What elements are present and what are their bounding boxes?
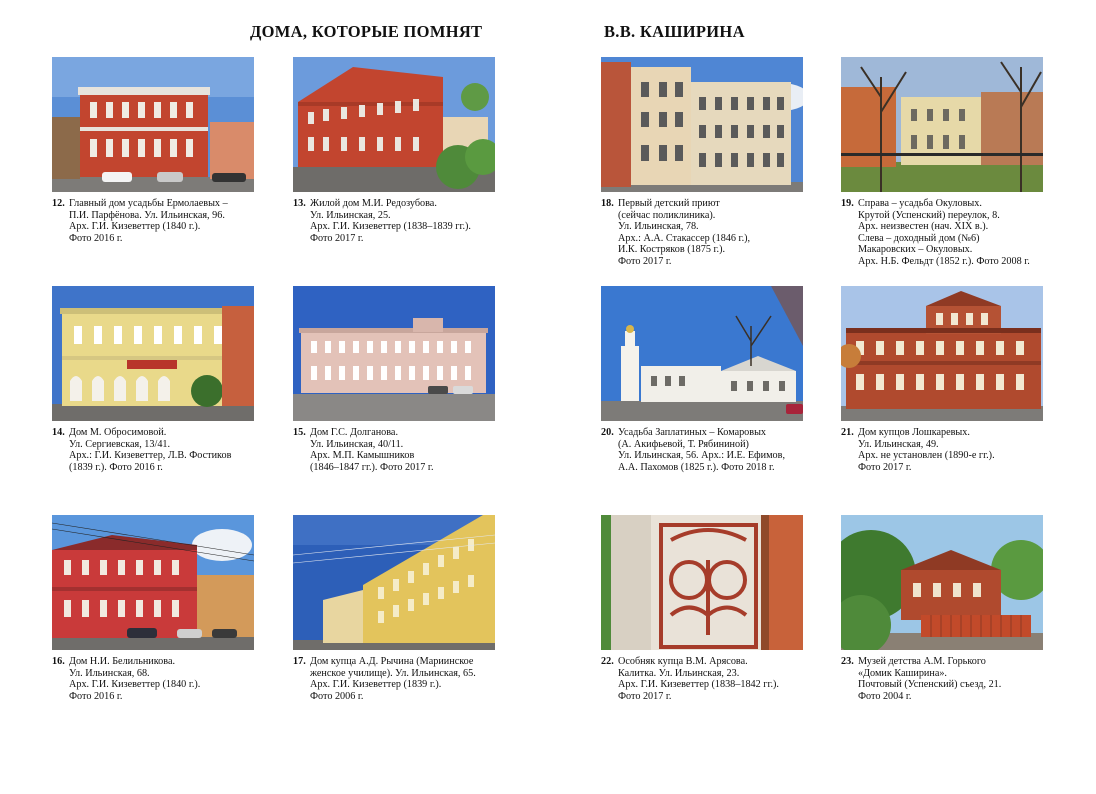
- caption: [293, 427, 495, 473]
- caption: [841, 427, 1043, 473]
- caption: [52, 427, 254, 473]
- card-number: 18.: [601, 198, 614, 209]
- caption-line: Дом Г.С. Долганова.: [310, 427, 398, 438]
- caption-line: Арх. Н.Б. Фельдт (1852 г.). Фото 2008 г.: [858, 255, 1030, 267]
- photo-image: [841, 515, 1043, 650]
- card-19: [841, 57, 1043, 268]
- caption-line: Фото 2017 г.: [618, 690, 672, 702]
- caption: [601, 198, 803, 268]
- photo-kashirin-house: [841, 515, 1043, 650]
- card-number: 17.: [293, 656, 306, 667]
- card-13: [293, 57, 495, 244]
- caption-line: Арх. Г.И. Кизеветтер (1840 г.).: [69, 679, 201, 691]
- caption: [52, 198, 254, 244]
- photo-okulov-estate: [841, 57, 1043, 192]
- page-title-left: ДОМА, КОТОРЫЕ ПОМНЯТ: [250, 22, 483, 41]
- card-number: 23.: [841, 656, 854, 667]
- card-number: 12.: [52, 198, 65, 209]
- card-16: [52, 515, 254, 702]
- photo-dolganov-house: [293, 286, 495, 421]
- photo-image: [52, 515, 254, 650]
- page-title-right: В.В. КАШИРИНА: [604, 22, 745, 41]
- caption-line: Ул. Ильинская, 49.: [858, 438, 939, 450]
- caption-line: Фото 2006 г.: [310, 690, 364, 702]
- caption-line: Арх. Г.И. Кизеветтер (1838–1842 гг.).: [618, 679, 779, 691]
- caption-line: Арх. неизвестен (нач. XIX в.).: [858, 221, 989, 233]
- caption: [293, 656, 495, 702]
- card-number: 16.: [52, 656, 65, 667]
- caption-line: «Домик Каширина».: [858, 667, 947, 679]
- caption-line: Крутой (Успенский) переулок, 8.: [858, 209, 1000, 221]
- card-21: [841, 286, 1043, 473]
- caption-line: Арх. Г.И. Кизеветтер (1839 г.).: [310, 679, 442, 691]
- photo-loshkarev-house: [841, 286, 1043, 421]
- caption: [601, 427, 803, 473]
- card-number: 15.: [293, 427, 306, 438]
- caption-line: Фото 2016 г.: [69, 690, 123, 702]
- photo-image: [52, 286, 254, 421]
- photo-belilnikov-house: [52, 515, 254, 650]
- caption-line: Арх. М.П. Камышников: [310, 450, 415, 462]
- caption-line: Арх.: А.А. Стакассер (1846 г.),: [618, 232, 751, 244]
- card-15: [293, 286, 495, 473]
- card-number: 19.: [841, 198, 854, 209]
- card-number: 14.: [52, 427, 65, 438]
- caption: [841, 656, 1043, 702]
- caption-line: Ул. Ильинская, 78.: [618, 221, 699, 233]
- caption-line: (1846–1847 гг.). Фото 2017 г.: [310, 461, 434, 473]
- caption-line: Арх.: Г.И. Кизеветтер, Л.В. Фостиков: [69, 450, 232, 462]
- photo-image: [293, 515, 495, 650]
- caption-line: Арх. Г.И. Кизеветтер (1840 г.).: [69, 221, 201, 233]
- caption-line: Фото 2004 г.: [858, 690, 912, 702]
- photo-image: [601, 515, 803, 650]
- caption-line: Арх. Г.И. Кизеветтер (1838–1839 гг.).: [310, 221, 471, 233]
- card-22: [601, 515, 803, 702]
- photo-rychin-house: [293, 515, 495, 650]
- photo-zaplatin-estate: [601, 286, 803, 421]
- caption-line: Фото 2017 г.: [310, 232, 364, 244]
- caption-line: Усадьба Заплатиных – Комаровых: [618, 427, 767, 438]
- card-14: [52, 286, 254, 473]
- photo-image: [52, 57, 254, 192]
- caption-line: Макаровских – Окуловых.: [858, 244, 973, 256]
- caption-line: Ул. Ильинская, 40/11.: [310, 438, 404, 450]
- caption-line: (1839 г.). Фото 2016 г.: [69, 461, 163, 473]
- caption-line: Калитка. Ул. Ильинская, 23.: [618, 667, 740, 679]
- card-18: [601, 57, 803, 268]
- caption-line: Первый детский приют: [618, 198, 720, 209]
- caption-line: Фото 2016 г.: [69, 232, 123, 244]
- photo-childrens-shelter: [601, 57, 803, 192]
- caption: [52, 656, 254, 702]
- caption: [293, 198, 495, 244]
- caption-line: Дом М. Обросимовой.: [69, 427, 167, 438]
- photo-aryasov-gate: [601, 515, 803, 650]
- card-number: 21.: [841, 427, 854, 438]
- caption-line: Ул. Ильинская, 56. Арх.: И.Е. Ефимов,: [618, 450, 785, 462]
- card-17: [293, 515, 495, 702]
- photo-image: [601, 286, 803, 421]
- card-number: 22.: [601, 656, 614, 667]
- caption: [601, 656, 803, 702]
- caption-line: Дом купца А.Д. Рычина (Мариинское: [310, 656, 474, 667]
- card-23: [841, 515, 1043, 702]
- photo-image: [293, 286, 495, 421]
- caption-line: Ул. Ильинская, 68.: [69, 667, 150, 679]
- caption-line: П.И. Парфёнова. Ул. Ильинская, 96.: [69, 209, 225, 221]
- caption-line: Арх. не установлен (1890-е гг.).: [858, 450, 995, 462]
- caption-line: (А. Акифьевой, Т. Рябининой): [618, 438, 749, 450]
- photo-image: [601, 57, 803, 192]
- caption-line: Ул. Сергиевская, 13/41.: [69, 438, 171, 450]
- photo-ermolaev-house: [52, 57, 254, 192]
- photo-redozubov-house: [293, 57, 495, 192]
- caption-line: Слева – доходный дом (№6): [858, 232, 980, 244]
- caption-line: Фото 2017 г.: [618, 255, 672, 267]
- caption: [841, 198, 1043, 268]
- card-20: [601, 286, 803, 473]
- card-12: [52, 57, 254, 244]
- caption-line: Жилой дом М.И. Редозубова.: [310, 198, 437, 209]
- caption-line: Особняк купца В.М. Арясова.: [618, 656, 748, 667]
- caption-line: (сейчас поликлиника).: [618, 209, 716, 221]
- caption-line: Фото 2017 г.: [858, 461, 912, 473]
- card-number: 13.: [293, 198, 306, 209]
- photo-image: [293, 57, 495, 192]
- photo-image: [841, 286, 1043, 421]
- caption-line: Ул. Ильинская, 25.: [310, 209, 391, 221]
- caption-line: женское училище). Ул. Ильинская, 65.: [310, 667, 476, 679]
- caption-line: Главный дом усадьбы Ермолаевых –: [69, 198, 228, 209]
- caption-line: Дом купцов Лошкаревых.: [858, 427, 970, 438]
- caption-line: Почтовый (Успенский) съезд, 21.: [858, 679, 1002, 691]
- photo-image: [841, 57, 1043, 192]
- card-number: 20.: [601, 427, 614, 438]
- photo-obrosimova-house: [52, 286, 254, 421]
- caption-line: И.К. Костряков (1875 г.).: [618, 244, 726, 256]
- caption-line: Музей детства А.М. Горького: [858, 656, 986, 667]
- caption-line: Дом Н.И. Белильникова.: [69, 656, 176, 667]
- caption-line: Справа – усадьба Окуловых.: [858, 198, 982, 209]
- caption-line: А.А. Пахомов (1825 г.). Фото 2018 г.: [618, 461, 775, 473]
